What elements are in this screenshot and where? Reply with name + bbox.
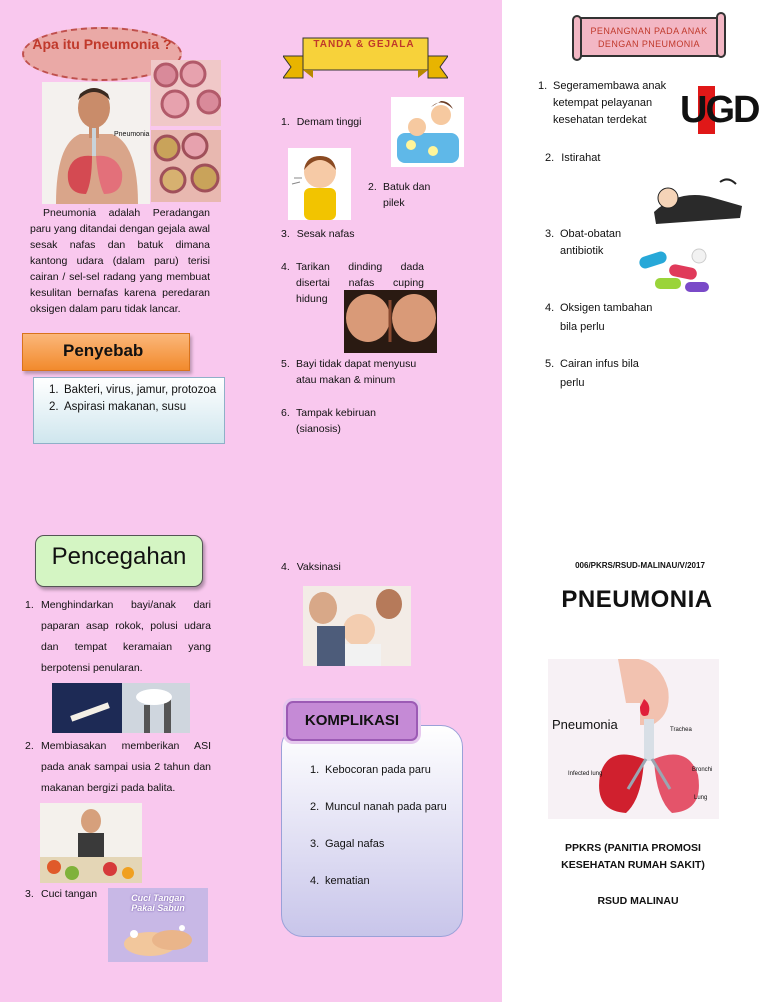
- organization-name: PPKRS (PANITIA PROMOSI KESEHATAN RUMAH SAKIT): [561, 842, 705, 871]
- ugd-sign: UGD: [680, 86, 740, 134]
- tanda-gejala-ribbon: TANDA & GEJALA: [283, 34, 448, 84]
- tanda-item-1: 1. Demam tinggi: [281, 116, 362, 128]
- pneumonia-lungs-illustration: [548, 659, 719, 819]
- pneumonia-intro-text: Pneumonia adalah Peradangan paru yang ditandai dengan gejala awal sesak nafas dan batuk dimana kantong udara (dalam paru) terisi cairan / sel-sel radang yang membuat kesulitan bernafas karena peredaran oksigen dalam paru tidak lancar.: [30, 207, 210, 315]
- pneumonia-body-diagram-image: [42, 82, 150, 204]
- komplikasi-item: 1. Kebocoran pada paru: [310, 764, 431, 776]
- fever-child-image: [391, 97, 464, 167]
- lung-trachea-label: Trachea: [670, 727, 692, 733]
- penyebab-item: 2. Aspirasi makanan, susu: [49, 401, 187, 413]
- hospital-name: RSUD MALINAU: [597, 895, 679, 907]
- chest-retraction-image: [344, 290, 437, 353]
- tanda-item-2: 2. Batuk dan pilek: [368, 181, 431, 209]
- coughing-child-image: [288, 148, 351, 220]
- komplikasi-banner: KOMPLIKASI: [286, 701, 418, 741]
- cuci-tangan-image: [108, 888, 208, 962]
- penyebab-list-box: [33, 377, 225, 444]
- document-code: 006/PKRS/RSUD-MALINAU/V/2017: [575, 561, 705, 570]
- penanganan-item-1: 1. Segeramembawa anak ketempat pelayanan kesehatan terdekat: [538, 80, 667, 126]
- cover-title: PNEUMONIA: [561, 586, 713, 613]
- penanganan-item-3: 3. Obat-obatan antibiotik: [545, 228, 622, 257]
- komplikasi-item: 2. Muncul nanah pada paru: [310, 801, 447, 813]
- lung-bronchi-label: Bronchi: [692, 767, 713, 773]
- penanganan-item-4: 4. Oksigen tambahan bila perlu: [545, 302, 653, 333]
- penyebab-banner: Penyebab: [22, 333, 190, 371]
- apa-itu-pneumonia-banner: Apa itu Pneumonia ?: [22, 27, 182, 81]
- pencegahan-item-3: 3. Cuci tangan: [25, 888, 98, 900]
- antibiotic-pills-image: [633, 240, 715, 300]
- komplikasi-item: 3. Gagal nafas: [310, 838, 385, 850]
- lung-title: Pneumonia: [552, 717, 618, 732]
- lung-label: Lung: [694, 795, 708, 801]
- diagram-pneumonia-label: Pneumonia: [114, 131, 150, 138]
- tanda-item-4: 4. Tarikan dinding dada disertai nafas cuping hidung: [281, 261, 424, 305]
- scroll-right-curl: [716, 12, 726, 58]
- pencegahan-item-1: 1. Menghindarkan bayi/anak dari paparan asap rokok, polusi udara dan tempat keramaian yang berpotensi penularan.: [25, 599, 211, 674]
- smoking-pollution-image: [52, 683, 190, 733]
- pencegahan-item-4: 4. Vaksinasi: [281, 561, 341, 573]
- penyebab-item: 1. Bakteri, virus, jamur, protozoa: [49, 384, 217, 396]
- pencegahan-banner: Pencegahan: [35, 535, 203, 587]
- penanganan-item-5: 5. Cairan infus bila perlu: [545, 358, 639, 389]
- vaccination-image: [303, 586, 411, 666]
- lung-infected-label: Infected lung: [568, 771, 603, 777]
- penanganan-scroll-banner: PENANGNAN PADA ANAK DENGAN PNEUMONIA: [578, 17, 720, 57]
- penanganan-item-2: 2. Istirahat: [545, 152, 601, 164]
- scroll-left-curl: [572, 15, 582, 61]
- komplikasi-item: 4. kematian: [310, 875, 370, 887]
- tanda-item-6: 6. Tampak kebiruan (sianosis): [281, 407, 376, 435]
- tanda-item-3: 3. Sesak nafas: [281, 228, 355, 240]
- alveoli-healthy-image: [151, 60, 221, 126]
- cuci-tangan-sign: Cuci Tangan Pakai Sabun: [131, 893, 185, 913]
- healthy-food-woman-image: [40, 803, 142, 883]
- komplikasi-box: [281, 725, 463, 937]
- resting-child-image: [650, 168, 746, 228]
- pencegahan-item-2: 2. Membiasakan memberikan ASI pada anak sampai usia 2 tahun dan makanan bergizi pada balita.: [25, 740, 211, 794]
- tanda-item-5: 5. Bayi tidak dapat menyusu atau makan & minum: [281, 358, 417, 386]
- alveoli-infected-image: [151, 130, 221, 202]
